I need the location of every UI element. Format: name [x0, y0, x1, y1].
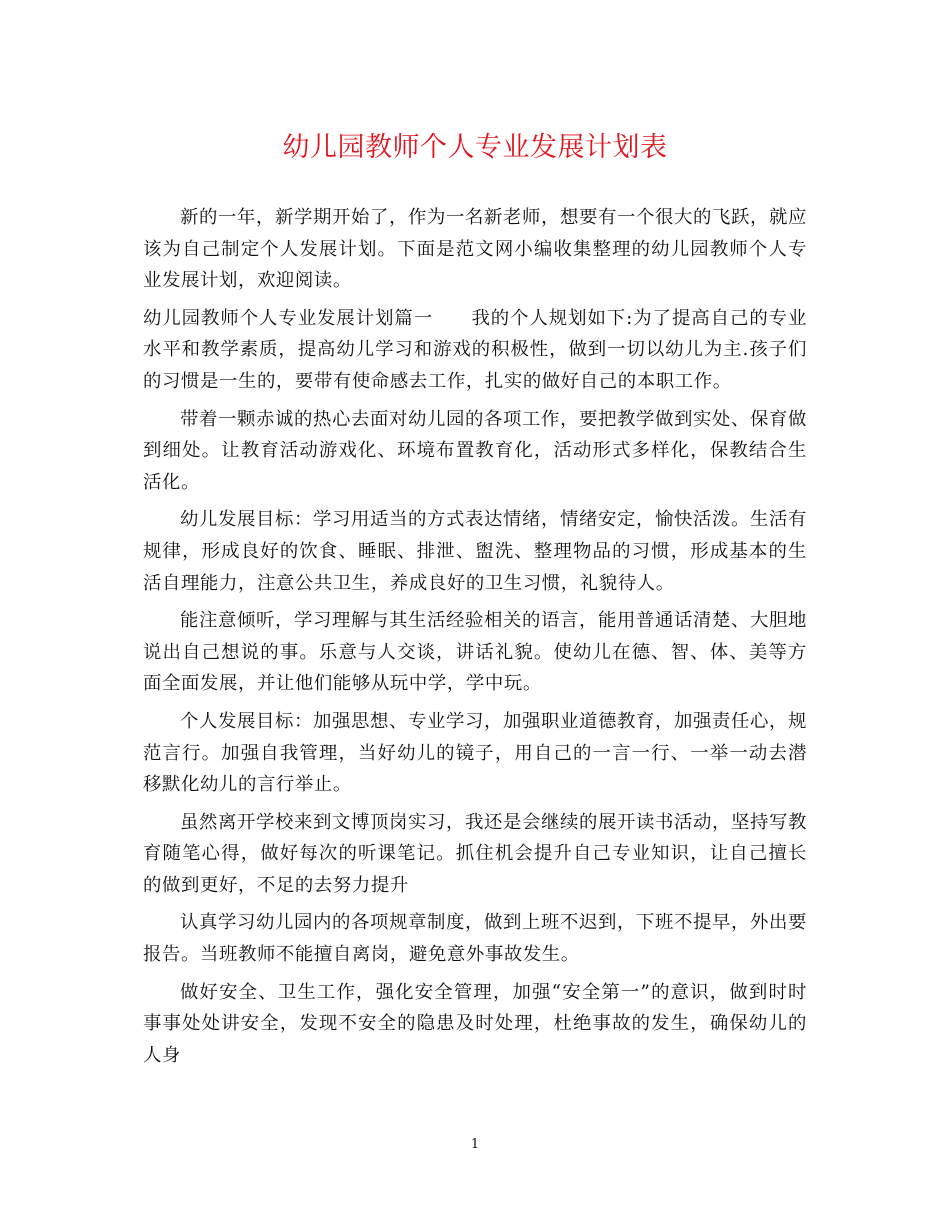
paragraph-listening: 能注意倾听，学习理解与其生活经验相关的语言，能用普通话清楚、大胆地说出自己想说的事。乐意与人交谈，讲话礼貌。使幼儿在德、智、体、美等方面全面发展，并让他们能够从玩中学，学中玩。 — [143, 610, 807, 695]
document-body — [143, 202, 807, 1077]
paragraph-attitude: 带着一颗赤诚的热心去面对幼儿园的各项工作，要把教学做到实处、保育做到细处。让教育活动游戏化、环境布置教育化，活动形式多样化，保教结合生活化。 — [143, 408, 807, 493]
paragraph-plan-section — [143, 303, 807, 398]
paragraph-intro: 新的一年，新学期开始了，作为一名新老师，想要有一个很大的飞跃，就应该为自己制定个人发展计划。下面是范文网小编收集整理的幼儿园教师个人专业发展计划，欢迎阅读。 — [143, 207, 807, 292]
page-number: 1 — [470, 1137, 480, 1152]
page-title: 幼儿园教师个人专业发展计划表 — [282, 132, 668, 163]
paragraph-rules: 认真学习幼儿园内的各项规章制度，做到上班不迟到，下班不提早，外出要报告。当班教师不能擅自离岗，避免意外事故发生。 — [143, 912, 807, 966]
paragraph-safety: 做好安全、卫生工作，强化安全管理，加强“安全第一”的意识，做到时时事事处处讲安全，发现不安全的隐患及时处理，杜绝事故的发生，确保幼儿的人身 — [143, 981, 807, 1066]
paragraph-child-goals: 幼儿发展目标：学习用适当的方式表达情绪，情绪安定，愉快活泼。生活有规律，形成良好的饮食、睡眠、排泄、盥洗、整理物品的习惯，形成基本的生活自理能力，注意公共卫生，养成良好的卫生习惯，礼貌待人。 — [143, 509, 807, 594]
section-heading: 幼儿园教师个人专业发展计划篇一 — [143, 307, 434, 329]
paragraph-personal-goals: 个人发展目标：加强思想、专业学习，加强职业道德教育，加强责任心，规范言行。加强自我管理，当好幼儿的镜子，用自己的一言一行、一举一动去潜移默化幼儿的言行举止。 — [143, 710, 807, 796]
paragraph-reading: 虽然离开学校来到文博顶岗实习，我还是会继续的展开读书活动，坚持写教育随笔心得，做好每次的听课笔记。抓住机会提升自己专业知识，让自己擅长的做到更好，不足的去努力提升 — [143, 811, 807, 896]
section-text: 我的个人规划如下:为了提高自己的专业水平和教学素质，提高幼儿学习和游戏的积极性，做到一切以幼儿为主.孩子们的习惯是一生的，要带有使命感去工作，扎实的做好自己的本职工作。 — [143, 307, 807, 392]
